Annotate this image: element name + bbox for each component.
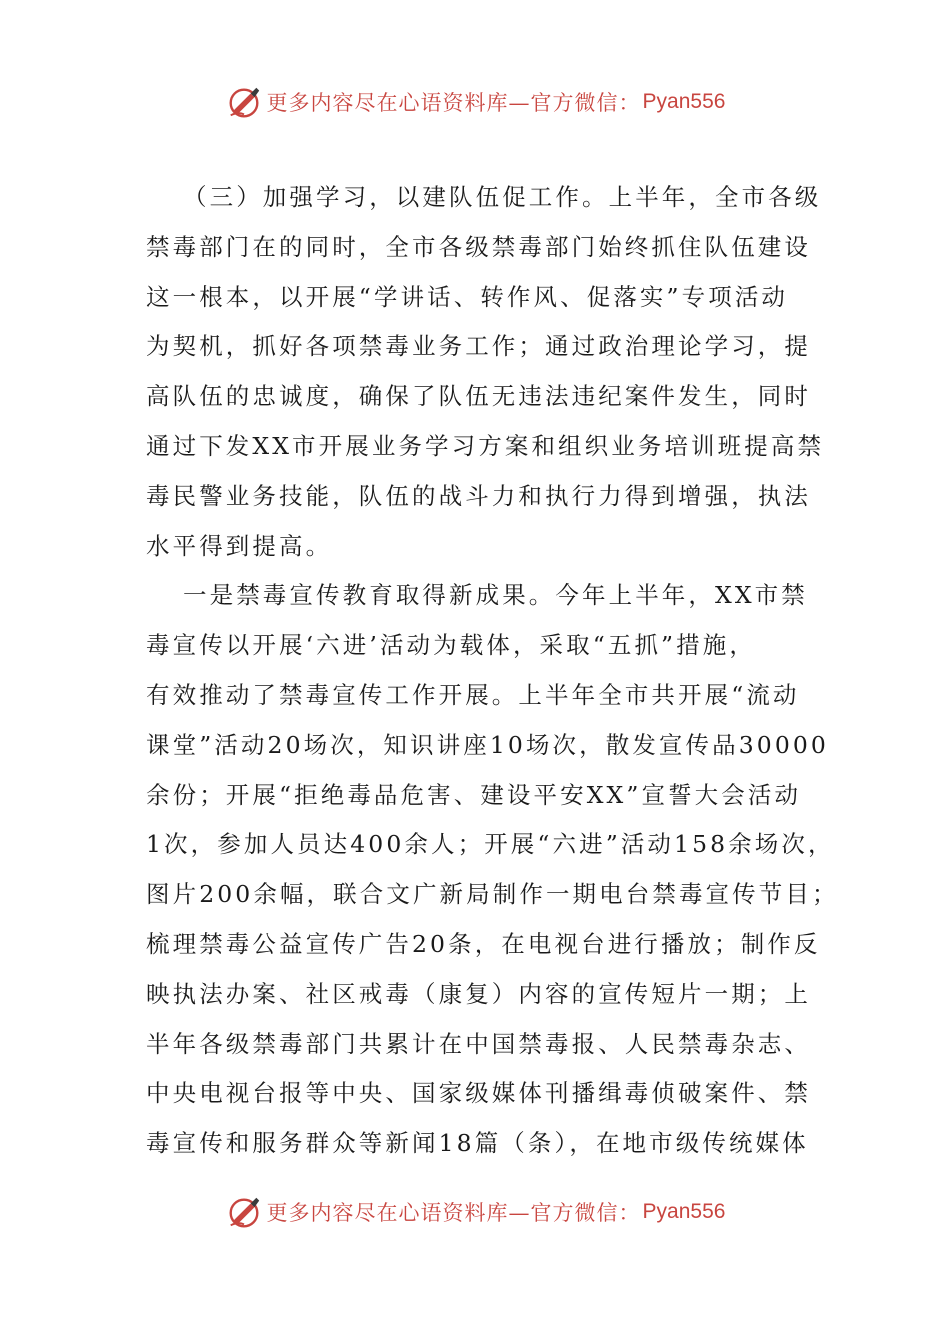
text-line: 毒宣传以开展‘六进’活动为载体，采取“五抓”措施， [146, 631, 756, 660]
pen-logo-icon [225, 1193, 263, 1231]
text-line: 有效推动了禁毒宣传工作开展。上半年全市共开展“流动 [146, 680, 800, 709]
text-line: 图片200余幅，联合文广新局制作一期电台禁毒宣传节目； [146, 880, 839, 909]
header-banner [0, 80, 950, 124]
text-line: 梳理禁毒公益宣传广告20条，在电视台进行播放；制作反 [146, 929, 821, 958]
document-body [146, 173, 839, 1169]
text-line: 毒民警业务技能，队伍的战斗力和执行力得到增强，执法 [146, 481, 811, 510]
banner-wechat-id: Pyan556 [642, 1200, 726, 1223]
text-line: 余份；开展“拒绝毒品危害、建设平安XX”宣誓大会活动 [146, 780, 802, 809]
text-line: 1次，参加人员达400余人；开展“六进”活动158余场次， [146, 830, 835, 859]
text-line: 中央电视台报等中央、国家级媒体刊播缉毒侦破案件、禁 [146, 1079, 811, 1108]
text-line: 这一根本，以开展“学讲话、转作风、促落实”专项活动 [146, 282, 789, 311]
text-line: 水平得到提高。 [146, 531, 333, 560]
text-line: 映执法办案、社区戒毒（康复）内容的宣传短片一期；上 [146, 979, 811, 1008]
text-line: （三）加强学习，以建队伍促工作。上半年，全市各级 [183, 183, 822, 211]
paragraph [146, 173, 825, 571]
text-line: 高队伍的忠诚度，确保了队伍无违法违纪案件发生，同时 [146, 382, 811, 411]
text-line: 为契机，抓好各项禁毒业务工作；通过政治理论学习，提 [146, 332, 811, 361]
text-line: 通过下发XX市开展业务学习方案和组织业务培训班提高禁 [146, 431, 825, 460]
text-line: 禁毒部门在的同时，全市各级禁毒部门始终抓住队伍建设 [146, 232, 811, 261]
banner-text: 更多内容尽在心语资料库—官方微信： [266, 1201, 641, 1225]
text-line: 课堂”活动20场次，知识讲座10场次，散发宣传品30000 [146, 730, 829, 759]
pen-logo-icon [225, 83, 263, 121]
paragraph [146, 571, 839, 1169]
banner-wechat-id: Pyan556 [642, 90, 726, 113]
text-line: 半年各级禁毒部门共累计在中国禁毒报、人民禁毒杂志、 [146, 1029, 811, 1058]
footer-banner [0, 1190, 950, 1234]
text-line: 一是禁毒宣传教育取得新成果。今年上半年，XX市禁 [183, 581, 808, 610]
text-line: 毒宣传和服务群众等新闻18篇（条），在地市级传统媒体 [146, 1129, 809, 1158]
banner-text: 更多内容尽在心语资料库—官方微信： [266, 91, 641, 115]
